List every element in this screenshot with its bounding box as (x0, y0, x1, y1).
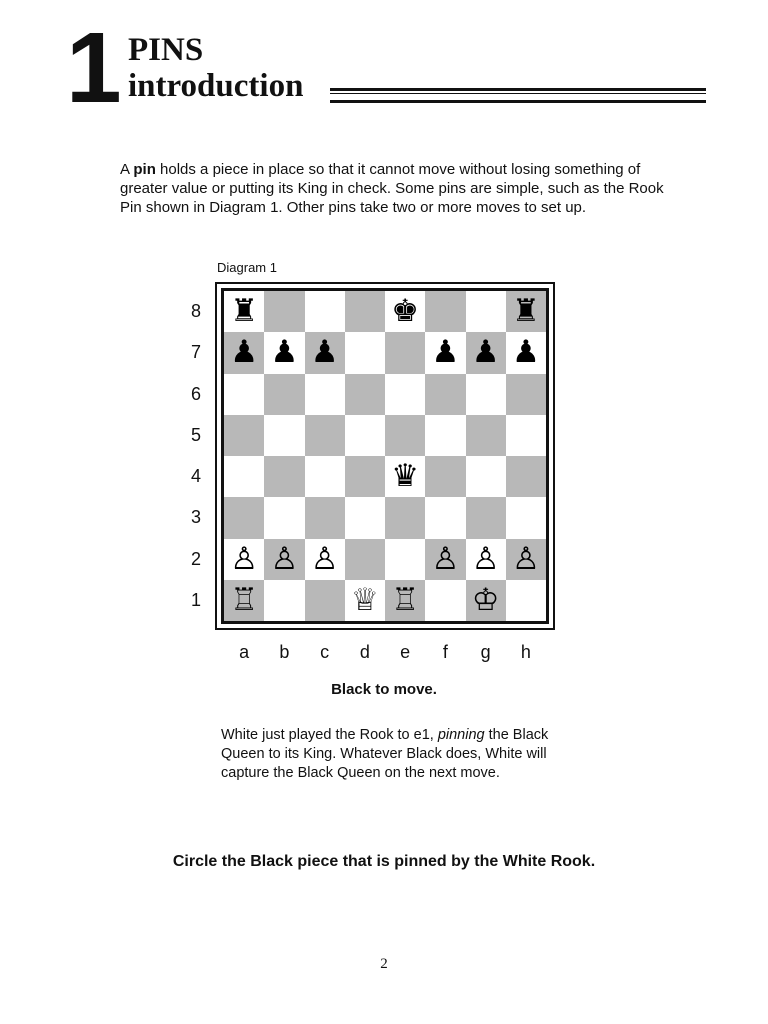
square-h2[interactable] (506, 539, 546, 580)
file-label-e: e (400, 642, 411, 662)
chapter-title (128, 32, 303, 104)
black-queen-icon[interactable]: ♛ (391, 458, 420, 495)
square-d7[interactable] (345, 332, 385, 373)
square-b2[interactable] (264, 539, 304, 580)
black-rook-icon[interactable]: ♜ (230, 293, 259, 330)
square-b4[interactable] (264, 456, 304, 497)
square-h7[interactable] (506, 332, 546, 373)
rank-label-2: 2 (190, 548, 201, 569)
white-pawn-icon[interactable]: ♙ (471, 540, 500, 577)
square-g5[interactable] (466, 415, 506, 456)
square-h1[interactable] (506, 580, 546, 621)
title-rule (330, 88, 706, 103)
square-g8[interactable] (466, 291, 506, 332)
white-rook-icon[interactable]: ♖ (391, 581, 420, 618)
square-e3[interactable] (385, 497, 425, 538)
square-h3[interactable] (506, 497, 546, 538)
white-pawn-icon[interactable]: ♙ (511, 540, 540, 577)
rank-label-8: 8 (190, 301, 201, 321)
square-c2[interactable] (305, 539, 345, 580)
intro-paragraph (120, 160, 680, 217)
rank-label-3: 3 (190, 507, 201, 528)
square-d8[interactable] (345, 291, 385, 332)
square-f6[interactable] (425, 374, 465, 415)
square-c3[interactable] (305, 497, 345, 538)
square-e5[interactable] (385, 415, 425, 456)
file-label-g: g (480, 642, 491, 662)
white-king-icon[interactable]: ♔ (471, 581, 500, 618)
square-d3[interactable] (345, 497, 385, 538)
white-pawn-icon[interactable]: ♙ (431, 540, 460, 577)
file-label-b: b (279, 642, 290, 662)
square-d2[interactable] (345, 539, 385, 580)
square-e6[interactable] (385, 374, 425, 415)
square-g7[interactable] (466, 332, 506, 373)
black-pawn-icon[interactable]: ♟ (270, 334, 299, 371)
square-c7[interactable] (305, 332, 345, 373)
square-e7[interactable] (385, 332, 425, 373)
square-f1[interactable] (425, 580, 465, 621)
square-b6[interactable] (264, 374, 304, 415)
square-e4[interactable] (385, 456, 425, 497)
white-rook-icon[interactable]: ♖ (230, 581, 259, 618)
square-c8[interactable] (305, 291, 345, 332)
square-b5[interactable] (264, 415, 304, 456)
square-g3[interactable] (466, 497, 506, 538)
square-d6[interactable] (345, 374, 385, 415)
square-g6[interactable] (466, 374, 506, 415)
square-a6[interactable] (224, 374, 264, 415)
white-pawn-icon[interactable]: ♙ (230, 540, 259, 577)
square-g2[interactable] (466, 539, 506, 580)
intro-term: pin (133, 161, 156, 178)
diagram-caption: Diagram 1 (217, 260, 277, 275)
chapter-number: 1 (66, 12, 120, 124)
title-line-pins: PINS (128, 32, 204, 68)
page-number: 2 (380, 956, 388, 972)
square-g4[interactable] (466, 456, 506, 497)
square-b1[interactable] (264, 580, 304, 621)
rank-label-7: 7 (190, 342, 201, 363)
square-a5[interactable] (224, 415, 264, 456)
square-f2[interactable] (425, 539, 465, 580)
white-pawn-icon[interactable]: ♙ (270, 540, 299, 577)
explanation-after: the Black Queen to its King. Whatever Black does, White will capture the Black Queen on the next move. (221, 727, 549, 781)
rank-label-1: 1 (190, 589, 201, 610)
square-f7[interactable] (425, 332, 465, 373)
rank-label-5: 5 (190, 424, 201, 445)
square-h5[interactable] (506, 415, 546, 456)
file-labels (224, 642, 546, 663)
square-b8[interactable] (264, 291, 304, 332)
black-rook-icon[interactable]: ♜ (511, 293, 540, 330)
explanation-paragraph (221, 726, 551, 783)
file-label-c: c (320, 642, 330, 662)
square-f5[interactable] (425, 415, 465, 456)
black-pawn-icon[interactable]: ♟ (511, 334, 540, 371)
black-pawn-icon[interactable]: ♟ (230, 334, 259, 371)
file-label-f: f (442, 642, 448, 662)
black-pawn-icon[interactable]: ♟ (431, 334, 460, 371)
square-h4[interactable] (506, 456, 546, 497)
square-a4[interactable] (224, 456, 264, 497)
square-f4[interactable] (425, 456, 465, 497)
square-b7[interactable] (264, 332, 304, 373)
square-c4[interactable] (305, 456, 345, 497)
square-c1[interactable] (305, 580, 345, 621)
square-e2[interactable] (385, 539, 425, 580)
square-e1[interactable] (385, 580, 425, 621)
file-label-h: h (520, 642, 531, 662)
chess-board (224, 291, 546, 621)
square-h6[interactable] (506, 374, 546, 415)
square-a8[interactable] (224, 291, 264, 332)
rank-labels (186, 291, 206, 621)
file-label-d: d (359, 642, 370, 662)
white-pawn-icon[interactable]: ♙ (310, 540, 339, 577)
square-c5[interactable] (305, 415, 345, 456)
square-g1[interactable] (466, 580, 506, 621)
square-a7[interactable] (224, 332, 264, 373)
black-king-icon[interactable]: ♚ (391, 293, 420, 330)
black-pawn-icon[interactable]: ♟ (471, 334, 500, 371)
intro-prefix: A (120, 161, 134, 178)
explanation-emphasis: pinning (437, 727, 485, 743)
square-d4[interactable] (345, 456, 385, 497)
rank-label-6: 6 (190, 383, 201, 404)
square-h8[interactable] (506, 291, 546, 332)
square-d5[interactable] (345, 415, 385, 456)
explanation-before: White just played the Rook to e1, (221, 727, 438, 743)
square-b3[interactable] (264, 497, 304, 538)
square-f3[interactable] (425, 497, 465, 538)
intro-text: holds a piece in place so that it cannot move without losing something of greater value or putting its King in check. Some pins are simple, such as the Rook Pin shown in Diagram 1. Other pins take two or more moves to set up. (120, 161, 664, 216)
title-line-introduction: introduction (128, 68, 304, 104)
file-label-a: a (239, 642, 250, 662)
square-c6[interactable] (305, 374, 345, 415)
task-instruction: Circle the Black piece that is pinned by the White Rook. (172, 853, 596, 870)
square-a2[interactable] (224, 539, 264, 580)
square-d1[interactable] (345, 580, 385, 621)
white-queen-icon[interactable]: ♕ (350, 581, 379, 618)
square-e8[interactable] (385, 291, 425, 332)
square-a1[interactable] (224, 580, 264, 621)
square-f8[interactable] (425, 291, 465, 332)
black-pawn-icon[interactable]: ♟ (310, 334, 339, 371)
to-move-text: Black to move. (331, 681, 437, 698)
square-a3[interactable] (224, 497, 264, 538)
rank-label-4: 4 (190, 466, 201, 486)
